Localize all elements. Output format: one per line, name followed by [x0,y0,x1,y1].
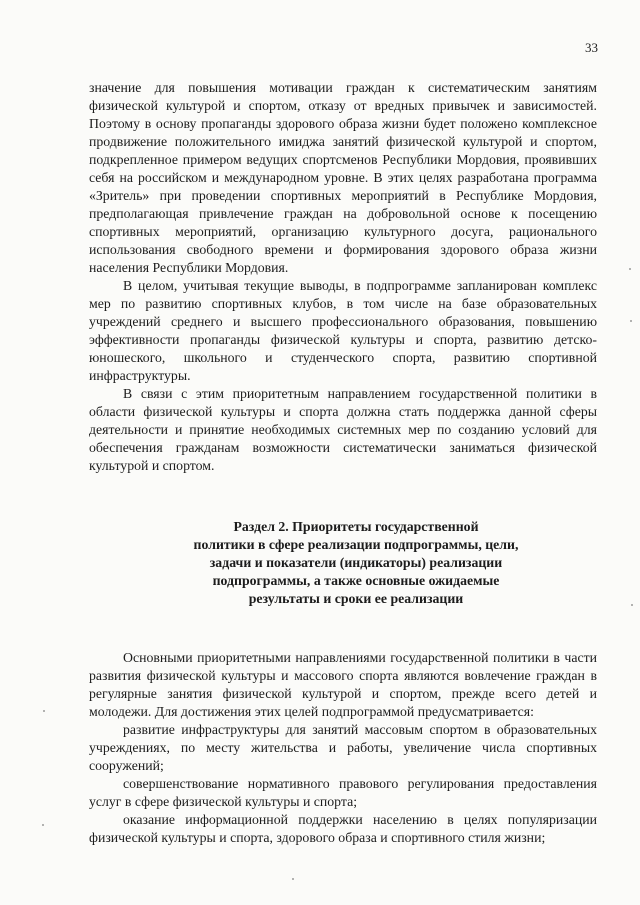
page-number: 33 [585,40,598,55]
heading-line: Раздел 2. Приоритеты государственной [233,519,479,534]
scan-speck [629,268,631,270]
heading-line: подпрограммы, а также основные ожидаемые [212,573,500,588]
scan-speck [43,710,45,712]
scan-speck [631,604,633,606]
scan-speck [292,878,294,880]
paragraph-policy-direction: В связи с этим приоритетным направлением государственной политики в области физической культуры и спорта должна стать поддержка данной сферы деятельности и принятие необходимых системных мер по созданию условий для обеспечения гражданам возможности систематически заниматься физической культурой и спортом. [89,386,597,473]
heading-line: политики в сфере реализации подпрограммы, цели, [193,537,519,552]
list-item-information-support: оказание информационной поддержки населению в целях популяризации физической культуры и спорта, здорового образа и спортивного стиля жизни; [89,812,597,845]
scan-speck [42,824,44,826]
section-heading [89,518,597,608]
scan-speck [630,320,632,322]
list-item-infrastructure: развитие инфраструктуры для занятий массовым спортом в образовательных учреждениях, по месту жительства и работы, увеличение числа спортивных сооружений; [89,722,597,773]
heading-line: результаты и сроки ее реализации [248,591,464,606]
list-item-regulation: совершенствование нормативного правового регулирования предоставления услуг в сфере физической культуры и спорта; [89,776,597,809]
document-body [89,79,597,847]
paragraph-priorities: Основными приоритетными направлениями государственной политики в части развития физической культуры и массового спорта являются вовлечение граждан в регулярные занятия физической культурой и спортом, прежде всего детей и молодежи. Для достижения этих целей подпрограммой предусматривается: [89,650,597,719]
paragraph-measures: В целом, учитывая текущие выводы, в подпрограмме запланирован комплекс мер по развитию спортивных клубов, в том числе на базе образовательных учреждений среднего и высшего профессионального образования, повышению эффективности пропаганды физической культуры и спорта, развитию детско-юношеского, школьного и студенческого спорта, развитию спортивной инфраструктуры. [89,278,597,383]
paragraph-motivation: значение для повышения мотивации граждан к систематическим занятиям физической культурой и спортом, отказу от вредных привычек и зависимостей. Поэтому в основу пропаганды здорового образа жизни будет положено комплексное продвижение положительного имиджа занятий физической культурой и спортом, подкрепленное примером ведущих спортсменов Республики Мордовия, проявивших себя на российском и международном уровне. В этих целях разработана программа «Зритель» при проведении спортивных мероприятий в Республике Мордовия, предполагающая привлечение граждан на добровольной основе к посещению спортивных мероприятий, организацию культурного досуга, рационального использования свободного времени и формирования здорового образа жизни населения Республики Мордовия. [89,80,597,275]
heading-line: задачи и показатели (индикаторы) реализации [209,555,503,570]
